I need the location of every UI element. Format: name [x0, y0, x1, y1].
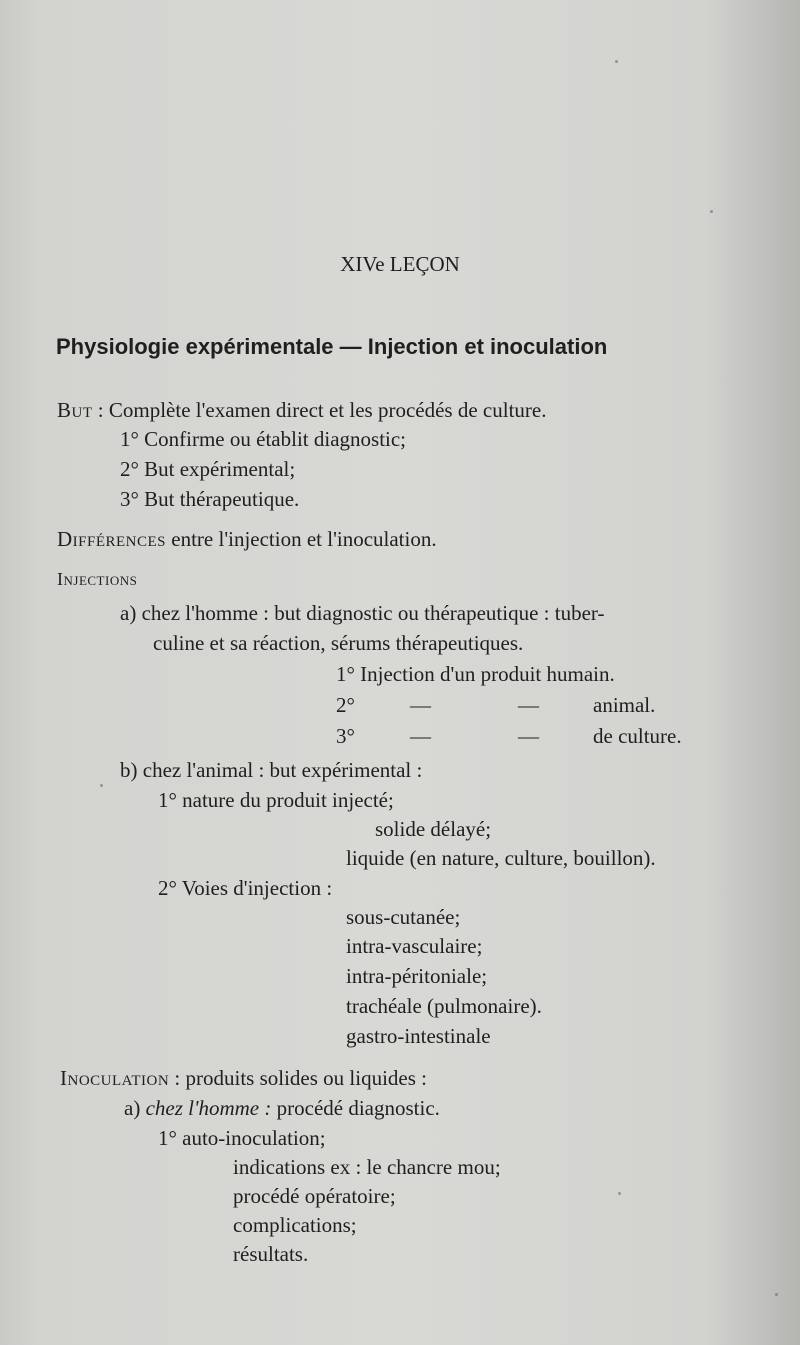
inoculation-a-prefix: a): [124, 1096, 146, 1120]
injections-nature: 1° nature du produit injecté;: [158, 788, 394, 812]
but-sep: :: [92, 398, 109, 422]
but-line: [57, 398, 546, 422]
but-item-1: 1° Confirme ou établit diagnostic;: [120, 427, 407, 451]
inoculation-line: [60, 1066, 427, 1090]
but-item-2: 2° But expérimental;: [120, 457, 296, 481]
injections-label: Injections: [57, 569, 138, 589]
injections-a-line2: culine et sa réaction, sérums thérapeutiques.: [153, 631, 524, 655]
voies-item-5: gastro-intestinale: [346, 1024, 491, 1048]
inoculation-detail-2: procédé opératoire;: [233, 1184, 396, 1208]
voies-item-1: sous-cutanée;: [346, 905, 461, 929]
but-text: Complète l'examen direct et les procédés de culture.: [108, 398, 547, 422]
but-item-3: 3° But thérapeutique.: [120, 487, 300, 511]
injections-a-line1: a) chez l'homme : but diagnostic ou thérapeutique : tuber-: [120, 601, 605, 625]
inoculation-detail-1: indications ex : le chancre mou;: [233, 1155, 501, 1179]
injections-liquide: liquide (en nature, culture, bouillon).: [346, 846, 656, 870]
injections-p2-dash1: —: [410, 693, 431, 717]
injections-solide: solide délayé;: [375, 817, 492, 841]
inoculation-a-line: [124, 1096, 440, 1120]
inoculation-a-italic: chez l'homme :: [145, 1096, 272, 1120]
injections-b-line: b) chez l'animal : but expérimental :: [120, 758, 423, 782]
voies-item-4: trachéale (pulmonaire).: [346, 994, 542, 1018]
injections-p3-num: 3°: [336, 724, 355, 748]
injections-p3-dash2: —: [518, 724, 539, 748]
injections-p2-dash2: —: [518, 693, 539, 717]
voies-item-2: intra-vasculaire;: [346, 934, 483, 958]
section-heading: Physiologie expérimentale — Injection et inoculation: [56, 334, 608, 359]
scan-speck: [618, 1192, 621, 1195]
but-label: But: [57, 398, 93, 422]
inoculation-a-rest: procédé diagnostic.: [271, 1096, 440, 1120]
injections-voies: 2° Voies d'injection :: [158, 876, 333, 900]
injections-p2-num: 2°: [336, 693, 355, 717]
scan-speck: [775, 1293, 778, 1296]
scan-speck: [100, 784, 103, 787]
differences-line: [57, 527, 437, 551]
differences-label: Différences: [57, 527, 167, 551]
inoculation-label: Inoculation: [60, 1066, 170, 1090]
injections-p1: 1° Injection d'un produit humain.: [336, 662, 615, 686]
inoculation-text: : produits solides ou liquides :: [169, 1066, 427, 1090]
injections-p3-dash1: —: [410, 724, 431, 748]
scan-speck: [615, 60, 618, 63]
inoculation-auto: 1° auto-inoculation;: [158, 1126, 326, 1150]
injections-p2-word: animal.: [593, 693, 656, 717]
inoculation-detail-3: complications;: [233, 1213, 357, 1237]
lesson-title: XIVe LEÇON: [340, 252, 460, 276]
injections-p3-word: de culture.: [593, 724, 682, 748]
differences-text: entre l'injection et l'inoculation.: [166, 527, 437, 551]
voies-item-3: intra-péritoniale;: [346, 964, 488, 988]
inoculation-detail-4: résultats.: [233, 1242, 309, 1266]
scan-speck: [710, 210, 713, 213]
